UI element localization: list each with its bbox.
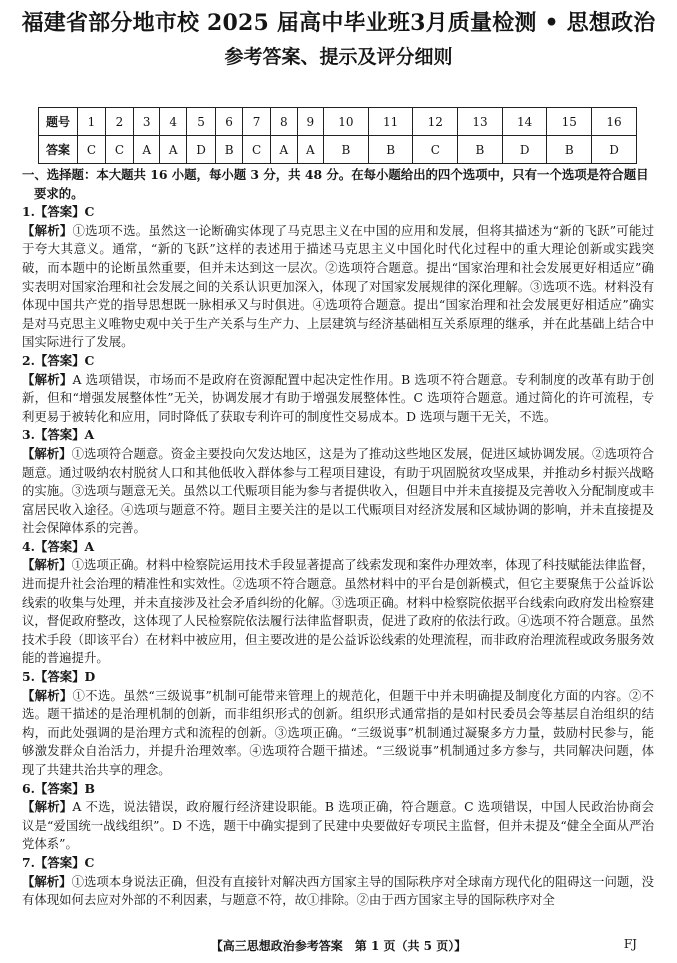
answer-cell: D xyxy=(592,136,637,164)
analysis-tag: 【解析】 xyxy=(22,371,73,387)
document-subtitle: 参考答案、提示及评分细则 xyxy=(224,46,453,68)
analysis-text: ①选项不选。虽然这一论断确实体现了马克思主义在中国的应用和发展，但将其描述为“新的飞跃”可能过于夸大其意义。通常，“新的飞跃”这样的表述用于描述马克思主义中国化时代化过程中的重大理论创新或实践突破，而本题中的论断虽然重要，但并未达到这一层次。②选项符合题意。提出“国家治理和社会发展更好相适应”确实表明对国家治理和社会发展之间的关系认识更加深入，体现了对国家发展规律的深化理解。③选项不选。材料没有体现中国共产党的指导思想既一脉相承又与时俱进。④选项符合题意。提出“国家治理和社会发展更好相适应”确实是对马克思主义唯物史观中关于生产关系与生产力、上层建筑与经济基础相互关系原理的继承，并在此基础上结合中国实际进行了发展。 xyxy=(22,222,655,350)
question-analysis xyxy=(22,798,654,854)
question-answer-heading: 2.【答案】C xyxy=(22,352,95,368)
question-answer-heading: 5.【答案】D xyxy=(22,669,96,685)
question-answer-heading: 3.【答案】A xyxy=(22,427,95,443)
question-analysis xyxy=(22,687,654,780)
analysis-tag: 【解析】 xyxy=(22,873,72,889)
question-analysis xyxy=(22,445,654,538)
answer-cell: C xyxy=(105,136,133,164)
footer-region-code: FJ xyxy=(623,937,637,951)
section-heading: 一、选择题：本大题共 16 小题，每小题 3 分，共 48 分。在每小题给出的四个选项中，只有一个选项是符合题目要求的。 xyxy=(22,167,649,201)
answer-cell: C xyxy=(413,136,458,164)
answer-cell: B xyxy=(547,136,592,164)
answer-cell: A xyxy=(297,136,324,164)
question-answer-heading: 6.【答案】B xyxy=(22,780,95,796)
analysis-tag: 【解析】 xyxy=(22,687,73,703)
question-analysis xyxy=(22,556,654,668)
question-block-7 xyxy=(22,854,654,910)
question-number-cell: 1 xyxy=(78,108,106,136)
question-block-4 xyxy=(22,538,654,668)
analysis-text: ①选项符合题意。资金主要投向欠发达地区，这是为了推动这些地区发展，促进区域协调发展。②选项符合题意。通过吸纳农村脱贫人口和其他低收入群体参与工程项目建设，有助于巩固脱贫攻坚成果，并推动乡村振兴战略的实施。③选项与题意无关。虽然以工代赈项目能为参与者提供收入，但题目中并未直接提及完善收入分配制度或丰富居民收入途径。④选项与题意不符。题目主要关注的是以工代赈项目对经济发展和区域协调的影响，并未直接提及社会保障体系的完善。 xyxy=(22,445,655,536)
question-block-2 xyxy=(22,352,654,426)
analysis-tag: 【解析】 xyxy=(22,222,73,238)
question-number-cell: 13 xyxy=(458,108,503,136)
question-answer-heading: 7.【答案】C xyxy=(22,854,95,870)
answer-cell: D xyxy=(502,136,547,164)
answer-cell: B xyxy=(324,136,369,164)
analysis-text: ①选项正确。材料中检察院运用技术手段显著提高了线索发现和案件办理效率，体现了科技赋能法律监督，进而提升社会治理的精准性和实效性。②选项不符合题意。虽然材料中的平台是创新模式，但它主要聚焦于公益诉讼线索的收集与处理，并未直接涉及社会矛盾纠纷的化解。③选项正确。材料中检察院依据平台线索向政府发出检察建议，督促政府整改，这体现了人民检察院依法履行法律监督职责，促进了政府的依法行政。④选项不符合题意。虽然技术手段（即该平台）在材料中被应用，但主要改进的是公益诉讼线索的处理流程，而非政府治理流程或政务服务效能的普遍提升。 xyxy=(22,557,655,666)
analysis-text: A 不选，说法错误，政府履行经济建设职能。B 选项正确，符合题意。C 选项错误，中国人民政治协商会议是“爱国统一战线组织”。D 不选，题干中确实提到了民建中央要做好专项民主监督，但并未提及“健全全面从严治党体系”。 xyxy=(22,799,654,852)
question-number-cell: 11 xyxy=(368,108,413,136)
question-number-cell: 15 xyxy=(547,108,592,136)
answer-cell: C xyxy=(78,136,106,164)
question-number-cell: 2 xyxy=(105,108,133,136)
page-footer: 【高三思想政治参考答案 第 1 页（共 5 页）】 xyxy=(210,939,467,953)
answer-explanations xyxy=(22,166,654,910)
question-block-5 xyxy=(22,668,654,780)
question-number-cell: 10 xyxy=(324,108,369,136)
answer-cell: A xyxy=(133,136,160,164)
question-block-3 xyxy=(22,426,654,538)
question-block-6 xyxy=(22,780,654,854)
question-answer-heading: 1.【答案】C xyxy=(22,204,95,220)
analysis-tag: 【解析】 xyxy=(22,799,73,815)
question-number-cell: 14 xyxy=(502,108,547,136)
answer-cell: B xyxy=(458,136,503,164)
question-number-cell: 3 xyxy=(133,108,160,136)
answer-cell: A xyxy=(160,136,187,164)
analysis-text: ①选项本身说法正确，但没有直接针对解决西方国家主导的国际秩序对全球南方现代化的阻碍这一问题，没有体现如何去应对外部的不利因素，与题意不符，故①排除。②由于西方国家主导的国际秩序对全 xyxy=(22,873,655,908)
answer-table-answer-row xyxy=(39,136,637,164)
question-number-cell: 8 xyxy=(271,108,298,136)
answer-cell: C xyxy=(243,136,271,164)
answer-cell: D xyxy=(186,136,215,164)
analysis-tag: 【解析】 xyxy=(22,445,72,461)
answer-table-number-label: 题号 xyxy=(39,108,78,136)
question-analysis xyxy=(22,873,654,910)
answer-cell: B xyxy=(368,136,413,164)
answer-table xyxy=(38,107,637,164)
document-title: 福建省部分地市校 2025 届高中毕业班3月质量检测 • 思想政治 xyxy=(21,10,656,36)
question-number-cell: 6 xyxy=(216,108,243,136)
question-analysis xyxy=(22,222,654,352)
question-number-cell: 9 xyxy=(297,108,324,136)
answer-cell: B xyxy=(216,136,243,164)
answer-cell: A xyxy=(271,136,298,164)
question-number-cell: 5 xyxy=(186,108,215,136)
answer-table-answer-label: 答案 xyxy=(39,136,78,164)
question-number-cell: 4 xyxy=(160,108,187,136)
question-number-cell: 12 xyxy=(413,108,458,136)
analysis-text: ①不选。虽然“三级说事”机制可能带来管理上的规范化，但题干中并未明确提及制度化方面的内容。②不选。题干描述的是治理机制的创新，而非组织形式的创新。组织形式通常指的是如村民委员会等基层自治组织的结构，而此处强调的是治理方式和流程的创新。③选项正确。“三级说事”机制通过凝聚多方力量，鼓励村民参与，能够激发群众自治活力，并提升治理效率。④选项符合题干描述。“三级说事”机制通过多方参与，共同解决问题，体现了共建共治共享的理念。 xyxy=(22,687,655,777)
question-block-1 xyxy=(22,203,654,352)
analysis-tag: 【解析】 xyxy=(22,557,72,573)
question-answer-heading: 4.【答案】A xyxy=(22,538,95,554)
question-number-cell: 7 xyxy=(243,108,271,136)
analysis-text: A 选项错误，市场而不是政府在资源配置中起决定性作用。B 选项不符合题意。专利制度的改革有助于创新，但和“增强发展整体性”无关，协调发展才有助于增强发展整体性。C 选项符合题意。通过简化的许可流程，专利更易于被转化和应用，同时降低了获取专利许可的制度性交易成本。D 选项与题干无关，不选。 xyxy=(22,371,655,424)
question-number-cell: 16 xyxy=(592,108,637,136)
question-analysis xyxy=(22,371,654,427)
answer-table-number-row xyxy=(39,108,637,136)
